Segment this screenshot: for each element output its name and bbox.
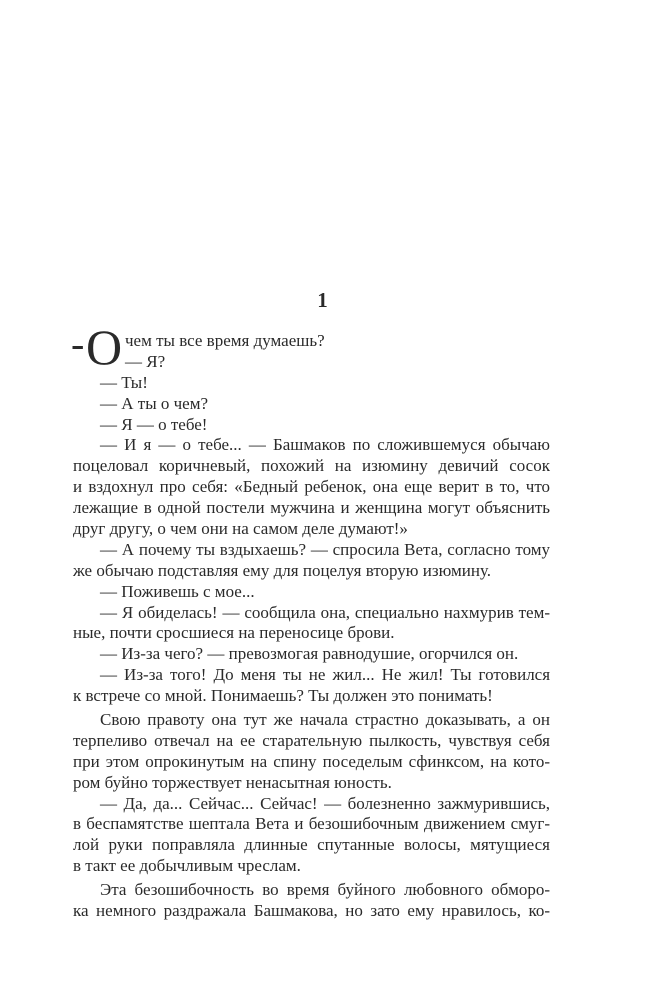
text-line: — Да, да... Сейчас... Сейчас! — болезненно зажмурившись, [100,793,551,813]
text-line: — Поживешь с мое... [100,581,255,601]
text-line: Свою правоту она тут же начала страстно доказывать, а он [100,710,551,730]
text-line: ка немного раздражала Башмакова, но зато ему нравилось, ко- [73,901,550,921]
text-line: — Я — о тебе! [100,414,208,434]
text-line: и вздохнул про себя: «Бедный ребенок, она еще верит в то, что [73,477,551,497]
text-line: в такт ее добычливым чреслам. [73,856,301,876]
text-line: Эта безошибочность во время буйного любовного обморо- [100,880,551,900]
text-line: — А почему ты вздыхаешь? — спросила Вета, согласно тому [100,539,551,559]
text-line: же обычаю подставляя ему для поцелуя вторую изюмину. [73,560,492,580]
text-line: — Из-за чего? — превозмогая равнодушие, огорчился он. [100,644,519,664]
text-line: при этом опрокинутым на спину поседелым сфинксом, на кото- [73,751,550,771]
text-line: ром буйно торжествует ненасытная юность. [73,772,392,792]
text-line: лежащие в одной постели мужчина и женщина могут объяснить [73,498,550,518]
text-line: ные, почти сросшиеся на переносице брови. [73,623,395,643]
text-line: терпеливо отвечал на ее старательную пылкость, чувствуя себя [73,730,550,750]
drop-cap-letter: О [86,319,123,375]
text-line: поцеловал коричневый, похожий на изюмину девичий сосок [73,456,550,476]
drop-cap-dash: - [71,321,85,366]
text-line: в беспамятстве шептала Вета и безошибочным движением смуг- [73,814,551,834]
text-line: — И я — о тебе... — Башмаков по сложившемуся обычаю [100,435,550,455]
text-line: — Я? [125,351,166,371]
text-line: чем ты все время думаешь? [125,331,325,350]
text-line: к встрече со мной. Понимаешь? Ты должен это понимать! [73,686,493,706]
text-line: лой руки поправляла длинные спутанные волосы, мятущиеся [73,835,550,855]
text-line: друг другу, о чем они на самом деле думают!» [73,519,408,539]
text-line: — А ты о чем? [100,393,209,413]
body-text [73,331,550,922]
chapter-number: 1 [317,288,328,312]
text-line: — Ты! [100,372,148,392]
text-line: — Я обиделась! — сообщила она, специально нахмурив тем- [100,602,551,622]
text-line: — Из-за того! До меня ты не жил... Не жил! Ты готовился [100,665,551,685]
